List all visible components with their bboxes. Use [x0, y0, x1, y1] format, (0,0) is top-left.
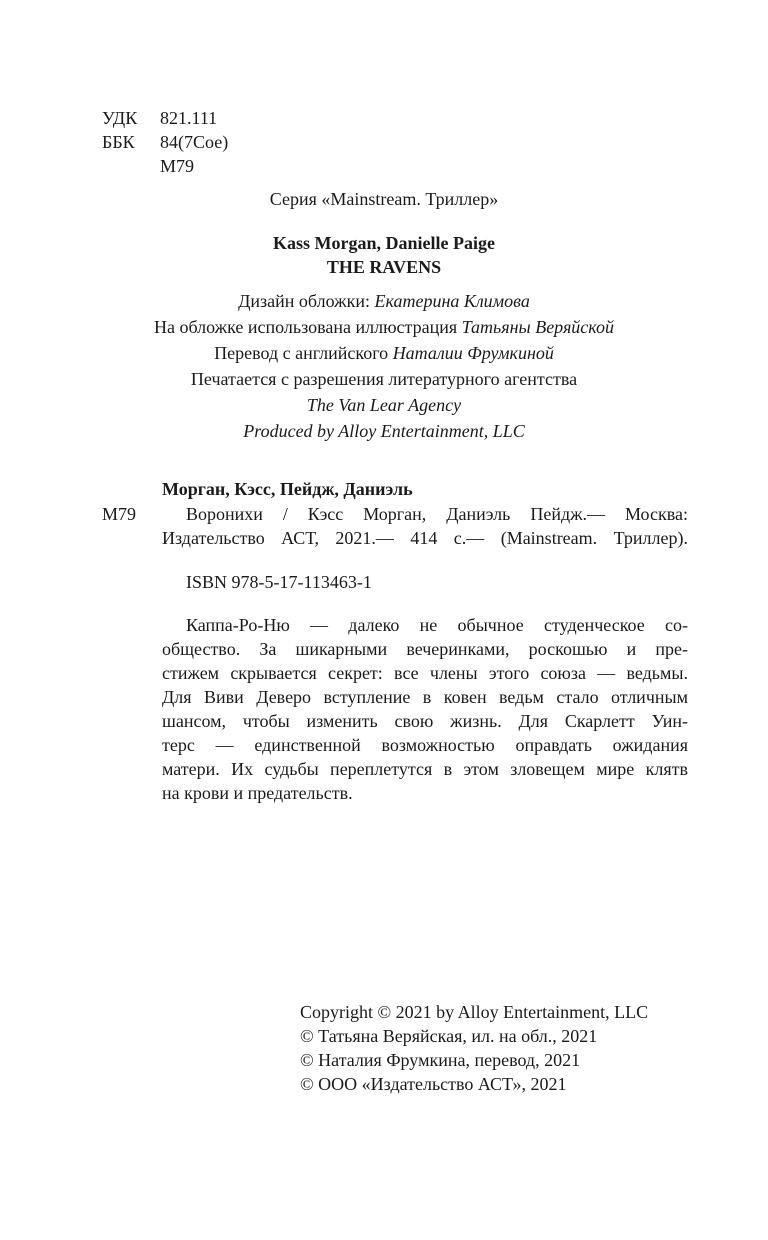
annotation-line: на крови и предательств.	[162, 783, 353, 803]
credit-agency	[0, 392, 768, 418]
series-line: Серия «Mainstream. Триллер»	[269, 189, 499, 209]
credit-name: Produced by Alloy Entertainment, LLC	[243, 421, 525, 441]
copyright-line: Copyright © 2021 by Alloy Entertainment, LLC	[300, 1002, 649, 1022]
catalog-heading: Морган, Кэсс, Пейдж, Даниэль	[162, 479, 413, 499]
bbk-row	[102, 130, 228, 154]
credit-label: Дизайн обложки:	[238, 291, 375, 311]
catalog-description	[162, 502, 688, 550]
classification-codes	[102, 106, 228, 178]
udk-label: УДК	[102, 108, 138, 128]
annotation-line: терс — единственной возможностью оправдать ожидания	[162, 735, 688, 755]
copyright-block	[300, 1000, 648, 1096]
annotation-line: Каппа-Ро-Ню — далеко не обычное студенческое со-	[186, 615, 688, 635]
copyright-line: © Наталия Фрумкина, перевод, 2021	[300, 1050, 581, 1070]
annotation-line: шансом, чтобы изменить свою жизнь. Для Скарлетт Уин-	[162, 711, 688, 731]
credit-label: На обложке использована иллюстрация	[153, 317, 462, 337]
udk-value: 821.111	[160, 108, 218, 128]
original-authors: Kass Morgan, Danielle Paige	[273, 233, 495, 253]
annotation	[162, 613, 688, 805]
credit-cover-design	[0, 288, 768, 314]
author-mark-row	[102, 154, 228, 178]
credit-producer	[0, 418, 768, 444]
credit-illustration	[0, 314, 768, 340]
credit-name: Татьяны Веряйской	[461, 317, 615, 337]
credit-name: Екатерина Климова	[374, 291, 530, 311]
bbk-label: ББК	[102, 132, 135, 152]
author-mark: М79	[160, 156, 195, 176]
original-title: THE RAVENS	[326, 257, 442, 277]
annotation-line: общество. За шикарными вечеринками, роскошью и пре-	[162, 639, 688, 659]
credit-label: Печатается с разрешения литературного агентства	[190, 369, 578, 389]
catalog-line-1: Воронихи / Кэсс Морган, Даниэль Пейдж.— Москва:	[186, 504, 688, 524]
annotation-line: стижем скрывается секрет: все члены этого союза — ведьмы.	[162, 663, 688, 683]
annotation-line: Для Виви Деверо вступление в ковен ведьм стало отличным	[162, 687, 688, 707]
catalog-code: М79	[102, 504, 137, 524]
annotation-line: матери. Их судьбы переплетутся в этом зловещем мире клятв	[162, 759, 688, 779]
udk-row	[102, 106, 228, 130]
copyright-line: © ООО «Издательство АСТ», 2021	[300, 1074, 567, 1094]
copyright-line: © Татьяна Веряйская, ил. на обл., 2021	[300, 1026, 598, 1046]
credits-block	[0, 288, 768, 444]
catalog-line-2: Издательство АСТ, 2021.— 414 с.— (Mainstream. Триллер).	[162, 528, 688, 548]
credit-name: Наталии Фрумкиной	[392, 343, 554, 363]
original-credits	[0, 231, 768, 279]
credit-name: The Van Lear Agency	[306, 395, 462, 415]
isbn: ISBN 978-5-17-113463-1	[186, 572, 372, 592]
credit-label: Перевод с английского	[214, 343, 393, 363]
credit-permission	[0, 366, 768, 392]
bbk-value: 84(7Сое)	[160, 132, 229, 152]
credit-translation	[0, 340, 768, 366]
